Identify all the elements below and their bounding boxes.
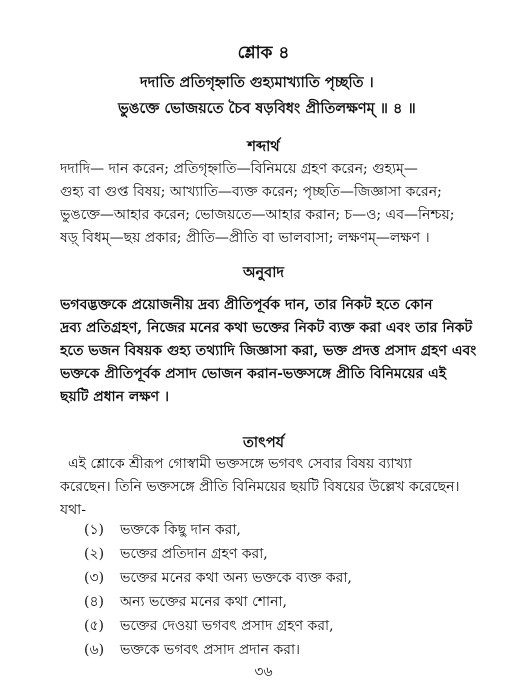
- list-item: [84, 518, 504, 542]
- list-item-text: ভক্তকে কিছু দান করা,: [120, 522, 241, 538]
- list-item: [84, 566, 504, 590]
- synonyms-line: দদাদি— দান করেন; প্রতিগৃহ্নাতি—বিনিময়ে গ্রহণ করেন; গুহ্যম্‌—: [60, 161, 418, 177]
- purport-line: এই শ্লোকে শ্রীরূপ গোস্বামী ভক্তসঙ্গে ভগবৎ সেবার বিষয় ব্যাখ্যা: [68, 456, 412, 472]
- list-item-number: (৬): [84, 642, 105, 658]
- translation-line: দ্রব্য প্রতিগ্রহণ, নিজের মনের কথা ভক্তের নিকট ব্যক্ত করা এবং তার নিকট: [60, 320, 473, 336]
- list-item-text: ভক্তের দেওয়া ভগবৎ প্রসাদ গ্রহণ করা,: [120, 618, 334, 634]
- list-item-text: ভক্তের প্রতিদান গ্রহণ করা,: [120, 546, 268, 562]
- purport-list: [84, 518, 504, 662]
- list-item: [84, 590, 504, 614]
- synonyms-line: গুহ্য বা গুপ্ত বিষয়; আখ্যাতি—ব্যক্ত করেন; পৃচ্ছতি—জিজ্ঞাসা করেন;: [60, 184, 442, 200]
- list-item-number: (৩): [84, 570, 105, 586]
- list-item-number: (১): [84, 522, 105, 538]
- verse-line-2: ভুঙক্তে ভোজয়তে চৈব ষড়বিধং প্রীতিলক্ষণম্‌ ॥ ৪ ॥: [118, 100, 416, 117]
- translation-heading: অনুবাদ: [242, 264, 285, 281]
- synonyms-heading: শব্দার্থ: [247, 138, 280, 155]
- list-item-number: (৫): [84, 618, 105, 634]
- list-item-text: ভক্তকে ভগবৎ প্রসাদ প্রদান করা।: [120, 642, 301, 658]
- purport-line: যথা-: [60, 502, 86, 518]
- synonyms-line: ভুঙক্তে—আহার করেন; ভোজয়তে—আহার করান; চ—ও; এব—নিশ্চয়;: [60, 207, 455, 223]
- purport-text: [60, 453, 500, 522]
- list-item: [84, 614, 504, 638]
- purport-heading: তাৎপর্য: [242, 434, 285, 451]
- purport-line: করেছেন। তিনি ভক্তসঙ্গে প্রীতি বিনিময়ের ছয়টি বিষয়ের উল্লেখ করেছেন।: [60, 479, 460, 495]
- list-item: [84, 638, 504, 662]
- synonyms-line: ষড়্‌ বিধম্‌—ছয় প্রকার; প্রীতি—প্রীতি বা ভালবাসা; লক্ষণম্‌—লক্ষণ ।: [60, 230, 430, 246]
- translation-line: ভগবদ্ভক্তকে প্রয়োজনীয় দ্রব্য প্রীতিপূর্বক দান, তার নিকট হতে কোন: [60, 297, 433, 313]
- list-item-number: (২): [84, 546, 105, 562]
- verse-line-1: দদাতি প্রতিগৃহ্নাতি গুহ্যমাখ্যাতি পৃচ্ছতি ।: [140, 74, 374, 91]
- translation-line: ভক্তকে প্রীতিপূর্বক প্রসাদ ভোজন করান-ভক্তসঙ্গে প্রীতি বিনিময়ের এই: [60, 366, 447, 382]
- translation-line: ছয়টি প্রধান লক্ষণ ।: [60, 389, 169, 405]
- list-item-number: (৪): [84, 594, 105, 610]
- page-number: ৩৬: [254, 664, 273, 680]
- synonyms-text: [60, 158, 500, 250]
- list-item: [84, 542, 504, 566]
- translation-text: [60, 294, 500, 409]
- verse-title: শ্লোক ৪: [237, 43, 290, 63]
- translation-line: হতে ভজন বিষয়ক গুহ্য তথ্যাদি জিজ্ঞাসা করা, ভক্ত প্রদত্ত প্রসাদ গ্রহণ এবং: [60, 343, 477, 359]
- list-item-text: ভক্তের মনের কথা অন্য ভক্তকে ব্যক্ত করা,: [120, 570, 352, 586]
- list-item-text: অন্য ভক্তের মনের কথা শোনা,: [120, 594, 287, 610]
